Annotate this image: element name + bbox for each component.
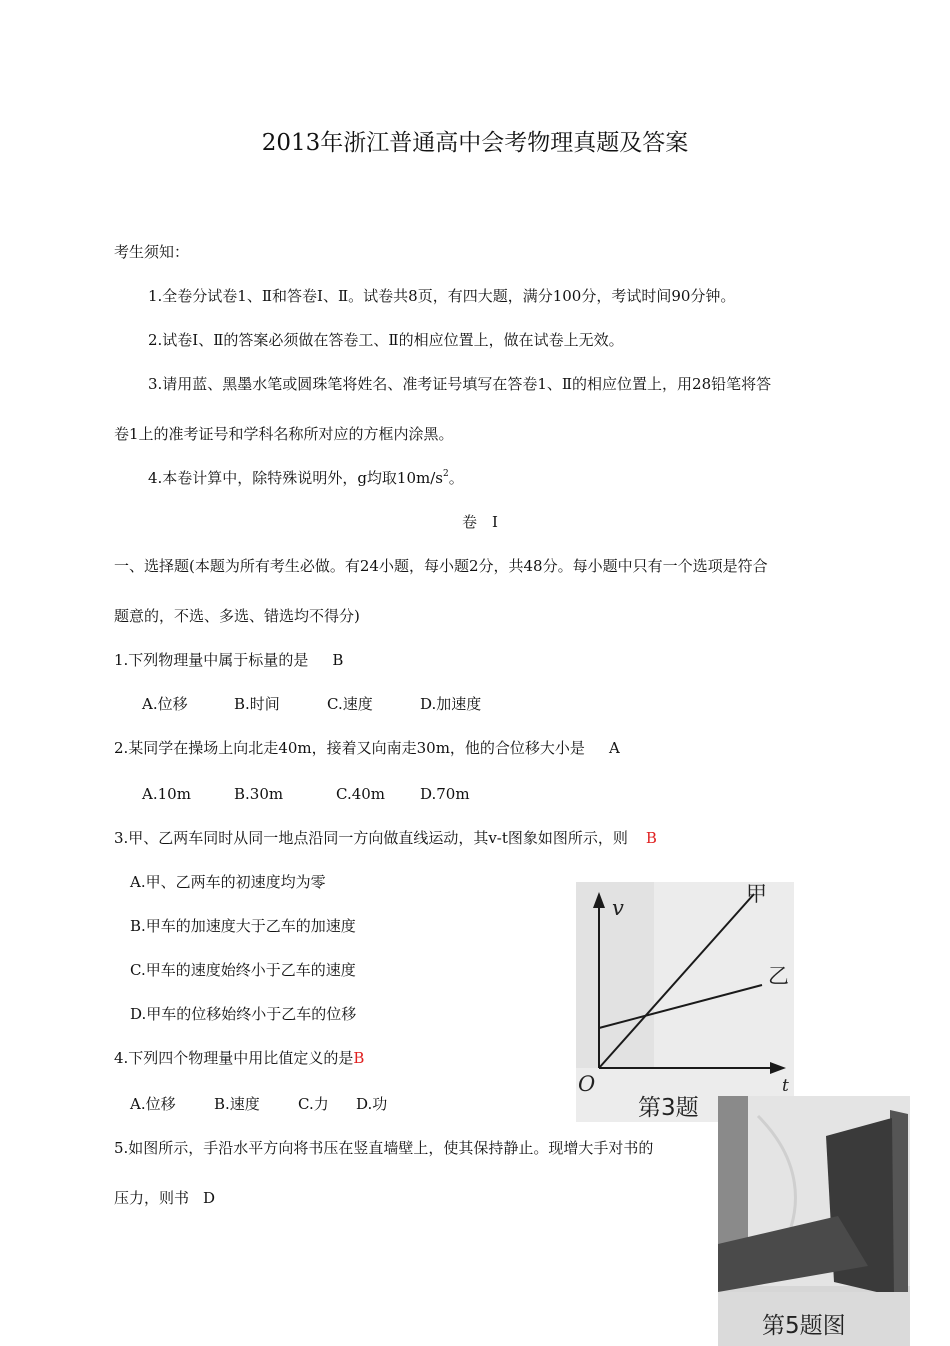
question-3 xyxy=(114,828,657,848)
figure-3-caption: 第3题 xyxy=(638,1095,699,1121)
question-1 xyxy=(114,650,343,670)
label-yi: 乙 xyxy=(768,964,789,988)
question-2-options xyxy=(0,784,950,804)
q3-option-a: A.甲、乙两车的初速度均为零 xyxy=(130,873,326,891)
q1-option-a: A.位移 xyxy=(142,695,188,713)
question-2-answer: A xyxy=(608,739,620,757)
figure-5-caption: 第5题图 xyxy=(762,1313,846,1339)
axis-label-v: v xyxy=(612,896,624,920)
label-jia: 甲 xyxy=(746,882,767,906)
hand-book-illustration xyxy=(718,1096,910,1346)
q1-option-c: C.速度 xyxy=(327,695,373,713)
q2-option-a: A.10m xyxy=(142,785,191,803)
question-5-line1: 5.如图所示，手沿水平方向将书压在竖直墙壁上，使其保持静止。现增大手对书的 xyxy=(114,1139,654,1157)
q2-option-b: B.30m xyxy=(234,785,284,803)
notice-item-2: 2.试卷Ⅰ、Ⅱ的答案必须做在答卷工、Ⅱ的相应位置上，做在试卷上无效。 xyxy=(148,331,624,349)
q1-option-d: D.加速度 xyxy=(420,695,482,713)
question-1-stem: 1.下列物理量中属于标量的是 xyxy=(114,651,309,669)
q3-option-b: B.甲车的加速度大于乙车的加速度 xyxy=(130,917,356,935)
q1-option-b: B.时间 xyxy=(234,695,280,713)
notice-item-4 xyxy=(148,468,464,488)
question-5-answer: D xyxy=(203,1189,216,1207)
question-4-answer: B xyxy=(353,1049,365,1067)
q3-option-c: C.甲车的速度始终小于乙车的速度 xyxy=(130,961,356,979)
q4-option-b: B.速度 xyxy=(214,1095,260,1113)
notice-item-3-cont: 卷1上的准考证号和学科名称所对应的方框内涂黑。 xyxy=(114,425,454,443)
question-1-options xyxy=(0,694,950,714)
notice-item-3: 3.请用蓝、黑墨水笔或圆珠笔将姓名、准考证号填写在答卷1、Ⅱ的相应位置上，用28铅笔将答 xyxy=(148,375,772,393)
q3-option-d: D.甲车的位移始终小于乙车的位移 xyxy=(130,1005,357,1023)
question-4 xyxy=(114,1048,364,1068)
section-title: 卷 I xyxy=(462,513,498,531)
q4-option-c: C.力 xyxy=(298,1095,329,1113)
notice-heading: 考生须知： xyxy=(114,243,190,261)
section-intro-1: 一、选择题(本题为所有考生必做。有24小题，每小题2分，共48分。每小题中只有一个选项是符合 xyxy=(114,557,768,575)
axis-label-t: t xyxy=(782,1076,789,1096)
section-intro-2: 题意的，不选、多选、错选均不得分) xyxy=(114,607,360,625)
figure-3-vt-graph xyxy=(576,882,794,1122)
q2-option-d: D.70m xyxy=(420,785,470,803)
origin-label: O xyxy=(578,1072,596,1096)
question-2 xyxy=(114,738,620,758)
superscript-2: 2 xyxy=(442,469,449,479)
q4-option-d: D.功 xyxy=(356,1095,388,1113)
question-2-stem: 2.某同学在操场上向北走40m，接着又向南走30m，他的合位移大小是 xyxy=(114,739,585,757)
q4-option-a: A.位移 xyxy=(130,1095,176,1113)
question-4-stem: 4.下列四个物理量中用比值定义的是 xyxy=(114,1049,354,1067)
question-5-line2 xyxy=(114,1188,215,1208)
notice-item-4-text: 4.本卷计算中，除特殊说明外，g均取10m/s xyxy=(148,469,443,487)
question-1-answer: B xyxy=(332,651,344,669)
notice-item-1: 1.全卷分试卷1、Ⅱ和答卷Ⅰ、Ⅱ。试卷共8页，有四大题，满分100分，考试时间90分钟。 xyxy=(148,287,736,305)
vt-graph-svg xyxy=(576,882,794,1122)
question-3-answer: B xyxy=(645,829,657,847)
page-title: 2013年浙江普通高中会考物理真题及答案 xyxy=(261,130,689,156)
question-5-stem: 压力，则书 xyxy=(114,1189,190,1207)
notice-item-4-end: 。 xyxy=(448,469,464,487)
figure-5-photo xyxy=(718,1096,910,1346)
q2-option-c: C.40m xyxy=(336,785,386,803)
question-3-stem: 3.甲、乙两车同时从同一地点沿同一方向做直线运动，其v-t图象如图所示，则 xyxy=(114,829,628,847)
